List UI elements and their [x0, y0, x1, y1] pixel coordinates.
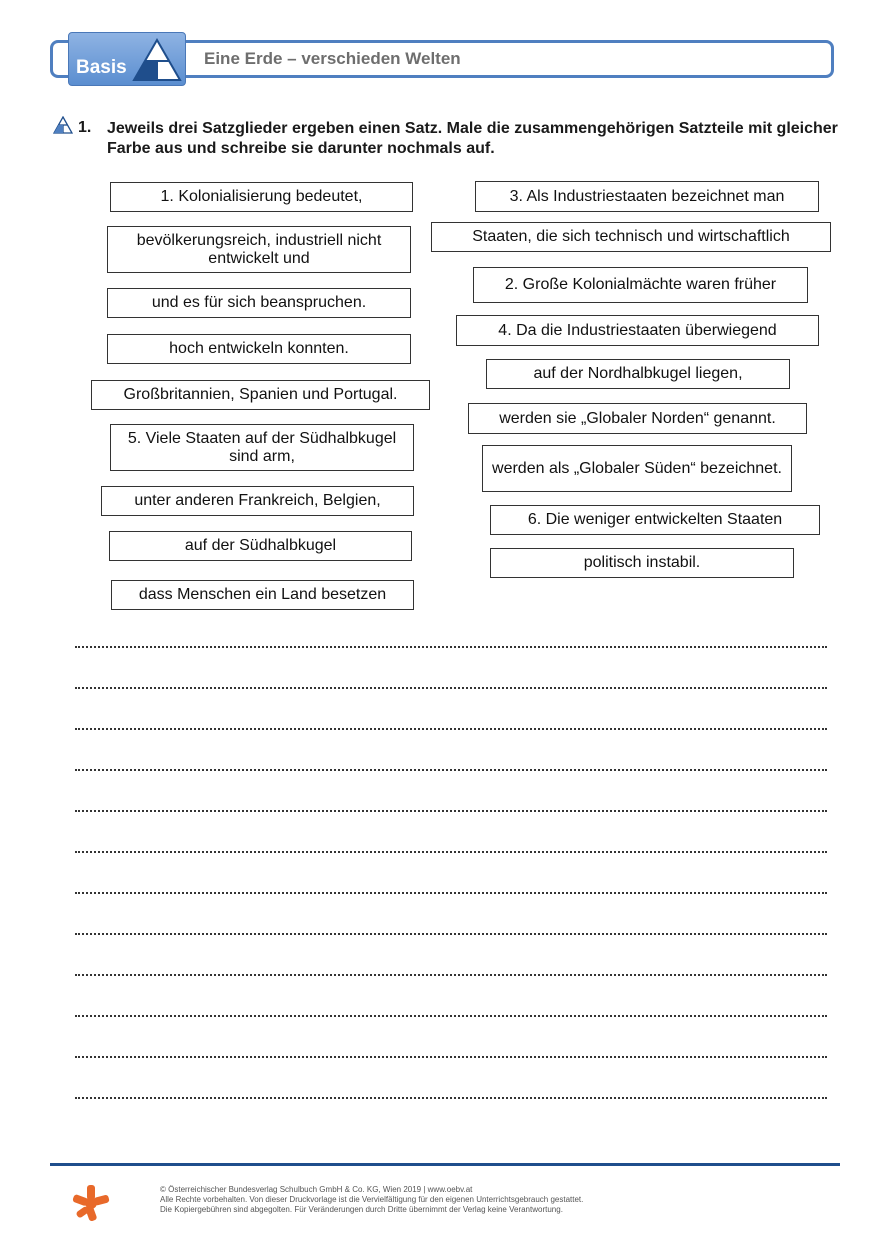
sentence-part-box[interactable]: werden als „Globaler Süden“ bezeichnet.	[482, 445, 792, 492]
level-triangle-icon	[53, 116, 73, 134]
writing-line[interactable]	[75, 974, 827, 976]
publisher-logo-icon	[72, 1184, 110, 1222]
sentence-part-box[interactable]: auf der Nordhalbkugel liegen,	[486, 359, 790, 389]
page-title: Eine Erde – verschieden Welten	[204, 49, 461, 68]
sentence-part-box[interactable]: Staaten, die sich technisch und wirtschaftlich	[431, 222, 831, 252]
writing-line[interactable]	[75, 728, 827, 730]
sentence-part-box[interactable]: 6. Die weniger entwickelten Staaten	[490, 505, 820, 535]
sentence-part-box[interactable]: 5. Viele Staaten auf der Südhalbkugel sind arm,	[110, 424, 414, 471]
sentence-part-box[interactable]: auf der Südhalbkugel	[109, 531, 412, 561]
copyright-line: © Österreichischer Bundesverlag Schulbuch GmbH & Co. KG, Wien 2019 | www.oebv.at	[160, 1185, 473, 1194]
sentence-part-box[interactable]: 3. Als Industriestaaten bezeichnet man	[475, 181, 819, 212]
level-triangle-icon	[131, 37, 183, 83]
sentence-part-box[interactable]: und es für sich beanspruchen.	[107, 288, 411, 318]
writing-line[interactable]	[75, 687, 827, 689]
writing-line[interactable]	[75, 810, 827, 812]
sentence-part-box[interactable]: 4. Da die Industriestaaten überwiegend	[456, 315, 819, 346]
sentence-part-box[interactable]: politisch instabil.	[490, 548, 794, 578]
sentence-part-box[interactable]: hoch entwickeln konnten.	[107, 334, 411, 364]
footer-divider	[50, 1163, 840, 1166]
writing-line[interactable]	[75, 646, 827, 648]
sentence-part-box[interactable]: dass Menschen ein Land besetzen	[111, 580, 414, 610]
copyright-line: Die Kopiergebühren sind abgegolten. Für Veränderungen durch Dritte übernimmt der Verlag keine Verantwortung.	[160, 1205, 563, 1214]
writing-line[interactable]	[75, 1015, 827, 1017]
sentence-part-box[interactable]: 1. Kolonialisierung bedeutet,	[110, 182, 413, 212]
writing-line[interactable]	[75, 1097, 827, 1099]
writing-line[interactable]	[75, 1056, 827, 1058]
sentence-part-box[interactable]: werden sie „Globaler Norden“ genannt.	[468, 403, 807, 434]
sentence-part-box[interactable]: 2. Große Kolonialmächte waren früher	[473, 267, 808, 303]
copyright-line: Alle Rechte vorbehalten. Von dieser Druckvorlage ist die Vervielfältigung für den eigenen Unterrichtsgebrauch gestattet.	[160, 1195, 584, 1204]
writing-line[interactable]	[75, 769, 827, 771]
sentence-part-box[interactable]: Großbritannien, Spanien und Portugal.	[91, 380, 430, 410]
writing-line[interactable]	[75, 851, 827, 853]
sentence-part-box[interactable]: bevölkerungsreich, industriell nicht entwickelt und	[107, 226, 411, 273]
writing-line[interactable]	[75, 892, 827, 894]
copyright-notice	[160, 1185, 583, 1215]
basis-badge-label: Basis	[76, 57, 127, 78]
writing-line[interactable]	[75, 933, 827, 935]
task-instruction: Jeweils drei Satzglieder ergeben einen Satz. Male die zusammengehörigen Satzteile mit gleicher Farbe aus und schreibe sie darunter nochmals auf.	[107, 120, 838, 157]
task-number: 1.	[78, 119, 92, 136]
sentence-part-box[interactable]: unter anderen Frankreich, Belgien,	[101, 486, 414, 516]
